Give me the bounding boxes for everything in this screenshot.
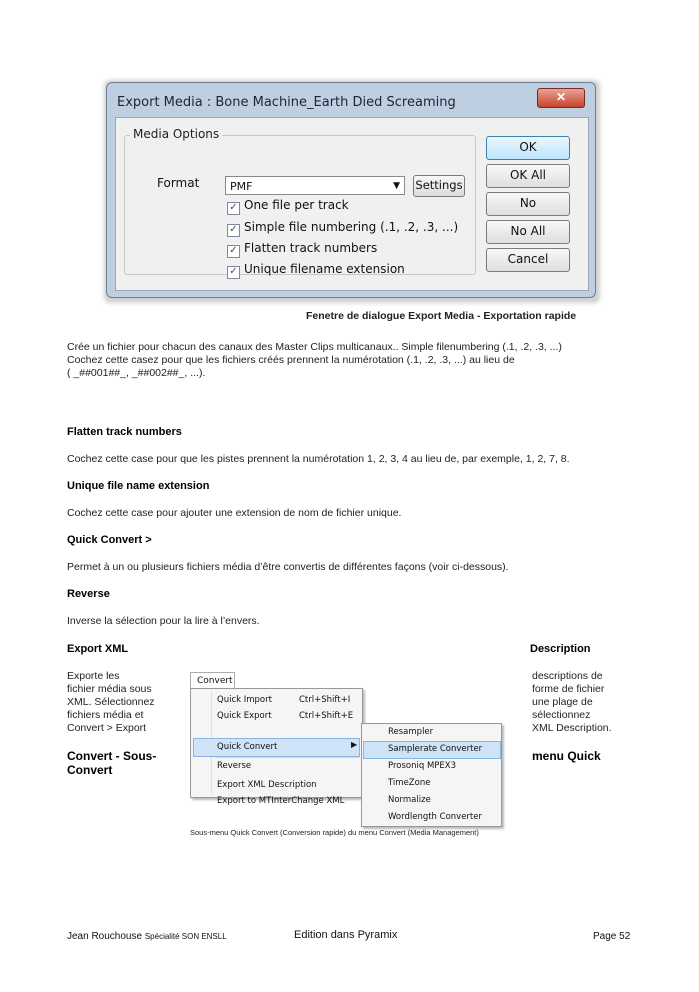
no-all-button[interactable]: No All (486, 220, 570, 244)
footer-author-speciality: Spécialité SON ENSLL (144, 932, 227, 941)
section-text: Cochez cette case pour que les pistes prennent la numérotation 1, 2, 3, 4 au lieu de, par exemple, 1, 2, 7, 8. (67, 453, 570, 465)
checkbox-checked-icon[interactable]: ✓ (227, 245, 240, 258)
chevron-down-icon: ▼ (393, 181, 400, 191)
convert-menu-screenshot (190, 672, 510, 832)
format-select[interactable] (225, 176, 405, 195)
menu-item-label: Quick Import (217, 695, 272, 705)
checkbox-label: Simple file numbering (.1, .2, .3, ...) (244, 220, 459, 234)
format-label: Format (157, 176, 200, 190)
text-line: sélectionnez (532, 709, 591, 721)
text-line: une plage de (532, 696, 593, 708)
submenu-item-samplerate-converter[interactable]: Samplerate Converter (388, 744, 483, 754)
footer-author (67, 931, 227, 942)
section-heading: Quick Convert > (67, 534, 152, 546)
text-line: XML. Sélectionnez (67, 696, 155, 708)
settings-button[interactable]: Settings (413, 175, 465, 197)
text-line: descriptions de (532, 670, 603, 682)
submenu-item-prosoniq-mpex3[interactable]: Prosoniq MPEX3 (388, 761, 457, 771)
checkbox-one-file-per-track[interactable] (227, 198, 349, 216)
close-button[interactable]: ✕ (537, 88, 585, 108)
intro-line: Crée un fichier pour chacun des canaux des Master Clips multicanaux.. Simple filenumbering (.1, .2, .3, ...) (67, 341, 562, 353)
submenu-item-wordlength-converter[interactable]: Wordlength Converter (388, 812, 482, 822)
checkbox-label: Flatten track numbers (244, 241, 378, 255)
checkbox-checked-icon[interactable]: ✓ (227, 266, 240, 279)
footer-title: Edition dans Pyramix (294, 929, 398, 941)
export-media-dialog (106, 82, 596, 298)
dialog-title: Export Media : Bone Machine_Earth Died Screaming (117, 95, 456, 110)
checkbox-label: One file per track (244, 198, 349, 212)
section-text: Permet à un ou plusieurs fichiers média d’être convertis de différentes façons (voir ci-dessous). (67, 561, 509, 573)
submenu-item-resampler[interactable]: Resampler (388, 727, 434, 737)
menu-item-label: Export to MTInterChange XML (217, 796, 345, 806)
convert-submenu-heading (67, 749, 156, 777)
menu-item-quick-convert[interactable] (217, 738, 357, 756)
menu-item-reverse[interactable] (217, 757, 357, 775)
menu-item-label: Export XML Description (217, 780, 317, 790)
checkbox-flatten-track-numbers[interactable] (227, 241, 377, 259)
convert-menu (190, 688, 363, 806)
checkbox-simple-file-numbering[interactable] (227, 220, 458, 238)
menu-item-label: Quick Export (217, 711, 272, 721)
text-line: fichier média sous (67, 683, 152, 695)
format-value: PMF (230, 180, 253, 193)
text-line: forme de fichier (532, 683, 605, 695)
footer-author-name: Jean Rouchouse (67, 931, 143, 942)
menu-item-label: Reverse (217, 761, 252, 771)
section-heading: Unique file name extension (67, 480, 210, 492)
checkbox-unique-filename-extension[interactable] (227, 262, 405, 280)
menu-item-label: Quick Convert (217, 742, 278, 752)
menu-item-export-mtinterchange-xml[interactable] (217, 792, 357, 810)
heading-line: Convert (67, 763, 113, 777)
media-options-group (124, 135, 476, 275)
intro-line: Cochez cette casez pour que les fichiers créés prennent la numérotation (.1, .2, .3, ...) au lieu de (67, 354, 515, 366)
dialog-body (115, 117, 589, 291)
text-line: XML Description. (532, 722, 612, 734)
export-xml-right-text (532, 670, 612, 735)
footer-page-number: Page 52 (593, 931, 631, 942)
checkbox-label: Unique filename extension (244, 262, 405, 276)
ok-button[interactable]: OK (486, 136, 570, 160)
figure-caption-menu: Sous-menu Quick Convert (Conversion rapide) du menu Convert (Media Management) (190, 828, 479, 837)
submenu-item-timezone[interactable]: TimeZone (388, 778, 431, 788)
submenu-arrow-icon: ▶ (351, 740, 358, 749)
intro-line: ( _##001##_, _##002##_, ...). (67, 367, 206, 379)
section-text: Inverse la sélection pour la lire à l’envers. (67, 615, 260, 627)
menu-item-shortcut: Ctrl+Shift+I (299, 695, 351, 705)
no-button[interactable]: No (486, 192, 570, 216)
dialog-titlebar (107, 83, 595, 117)
description-heading: Description (530, 643, 591, 655)
ok-all-button[interactable]: OK All (486, 164, 570, 188)
section-text: Cochez cette case pour ajouter une extension de nom de fichier unique. (67, 507, 402, 519)
menu-item-shortcut: Ctrl+Shift+E (299, 711, 354, 721)
text-line: Exporte les (67, 670, 120, 682)
figure-caption-dialog: Fenetre de dialogue Export Media - Exportation rapide (306, 310, 577, 322)
menu-convert[interactable]: Convert (190, 672, 235, 688)
text-line: Convert > Export (67, 722, 147, 734)
checkbox-checked-icon[interactable]: ✓ (227, 224, 240, 237)
section-heading: Reverse (67, 588, 110, 600)
convert-submenu-heading-right: menu Quick (532, 749, 601, 763)
cancel-button[interactable]: Cancel (486, 248, 570, 272)
quick-convert-submenu (361, 723, 502, 827)
intro-paragraph (67, 341, 647, 380)
menu-item-quick-export[interactable] (217, 707, 357, 725)
text-line: fichiers média et (67, 709, 144, 721)
submenu-item-normalize[interactable]: Normalize (388, 795, 431, 805)
group-legend: Media Options (130, 127, 222, 141)
export-xml-left-text (67, 670, 155, 735)
section-heading: Flatten track numbers (67, 426, 182, 438)
checkbox-checked-icon[interactable]: ✓ (227, 202, 240, 215)
heading-line: Convert - Sous- (67, 749, 157, 763)
export-xml-heading: Export XML (67, 643, 129, 655)
